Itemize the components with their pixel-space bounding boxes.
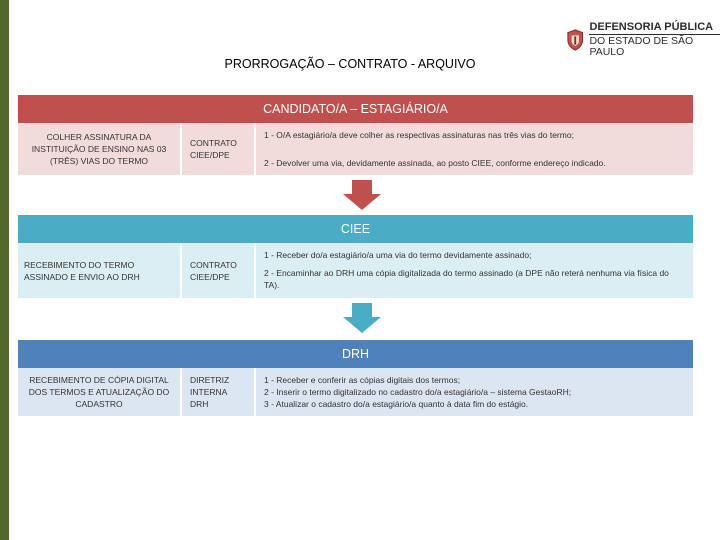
instruction-item: 2 - Encaminhar ao DRH uma cópia digitalizada do termo assinado (a DPE não reterá nenhuma via física do TA). [264, 268, 669, 290]
document-cell-drh: DIRETRIZ INTERNA DRH [182, 368, 254, 416]
left-accent-bar [0, 0, 9, 540]
logo-line-2: DO ESTADO DE SÃO PAULO [589, 34, 720, 58]
section-header-ciee: CIEE [18, 215, 693, 243]
section-header-candidato: CANDIDATO/A – ESTAGIÁRIO/A [18, 95, 693, 123]
document-cell-ciee: CONTRATO CIEE/DPE [182, 243, 254, 298]
instructions-cell-ciee [256, 243, 693, 298]
step-cell-candidato: COLHER ASSINATURA DA INSTITUIÇÃO DE ENSINO NAS 03 (TRÊS) VIAS DO TERMO [18, 123, 180, 175]
down-arrow-icon [343, 303, 381, 333]
instruction-item: 1 - Receber do/a estagiário/a uma via do termo devidamente assinado; [264, 250, 532, 260]
instruction-item: 3 - Atualizar o cadastro do/a estagiário/a quanto à data fim do estágio. [264, 399, 529, 409]
logo-line-1: DEFENSORIA PÚBLICA [589, 21, 714, 33]
page-title: PRORROGAÇÃO – CONTRATO - ARQUIVO [224, 57, 476, 71]
logo [566, 22, 720, 58]
instruction-item: 2 - Inserir o termo digitalizado no cadastro do/a estagiário/a – sistema GestaoRH; [264, 387, 572, 397]
instructions-cell-candidato [256, 123, 693, 175]
document-cell-candidato: CONTRATO CIEE/DPE [182, 123, 254, 175]
step-cell-ciee: RECEBIMENTO DO TERMO ASSINADO E ENVIO AO DRH [18, 243, 180, 298]
coat-of-arms-icon [566, 28, 584, 52]
instruction-item: 1 - Receber e conferir as cópias digitais dos termos; [264, 375, 461, 385]
instructions-cell-drh [256, 368, 693, 416]
down-arrow-icon [343, 180, 381, 210]
instruction-item: 1 - O/A estagiário/a deve colher as respectivas assinaturas nas três vias do termo; [264, 130, 574, 140]
step-cell-drh: RECEBIMENTO DE CÓPIA DIGITAL DOS TERMOS E ATUALIZAÇÃO DO CADASTRO [18, 368, 180, 416]
section-header-drh: DRH [18, 340, 693, 368]
instruction-item: 2 - Devolver uma via, devidamente assinada, ao posto CIEE, conforme endereço indicado. [264, 158, 606, 168]
